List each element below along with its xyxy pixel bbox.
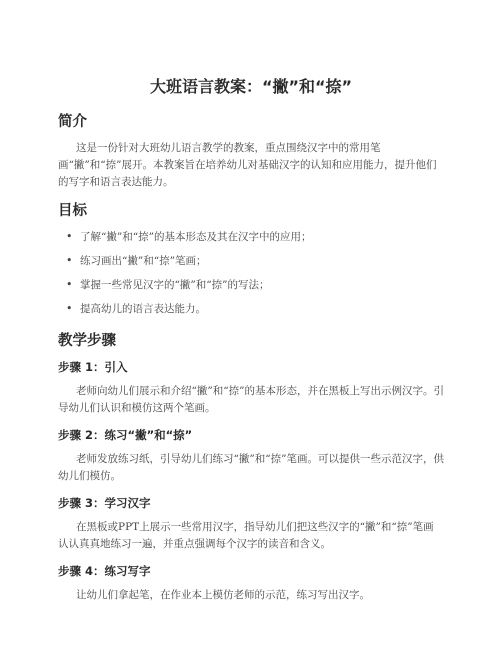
- bullet-icon: •: [66, 254, 73, 267]
- goal-item-text: 了解“撇”和“捺”的基本形态及其在汉字中的应用；: [80, 231, 312, 243]
- document-title: 大班语言教案：“撇”和“捺”: [149, 77, 353, 96]
- goal-item: [66, 229, 444, 245]
- goals-heading: 目标: [58, 203, 87, 219]
- goal-item: [66, 301, 444, 317]
- step-2-text: 老师发放练习纸，引导幼儿们练习“撇”和“捺”笔画。可以提供一些示范汉字，供幼儿们模仿。: [58, 453, 444, 482]
- step-3-text: 在黑板或PPT上展示一些常用汉字，指导幼儿们把这些汉字的“撇”和“捺”笔画认认真真地练习一遍，并重点强调每个汉字的读音和含义。: [58, 521, 434, 550]
- goal-item-text: 掌握一些常见汉字的“撇”和“捺”的写法；: [80, 279, 270, 291]
- intro-heading: 简介: [58, 114, 87, 130]
- step-4-text: 让幼儿们拿起笔，在作业本上模仿老师的示范，练习写出汉字。: [76, 589, 370, 601]
- step-2-title: 步骤 2：练习“撇”和“捺”: [58, 428, 193, 442]
- goals-list: [58, 229, 444, 317]
- step-1-text: 老师向幼儿们展示和介绍“撇”和“捺”的基本形态，并在黑板上写出示例汉字。引导幼儿们认识和模仿这两个笔画。: [58, 385, 444, 414]
- steps-heading: 教学步骤: [58, 333, 116, 349]
- intro-paragraph: 这是一份针对大班幼儿语言教学的教案，重点围绕汉字中的常用笔画“撇”和“捺”展开。本教案旨在培养幼儿对基础汉字的认知和应用能力，提升他们的写字和语言表达能力。: [58, 142, 437, 188]
- bullet-icon: •: [66, 230, 73, 243]
- bullet-icon: •: [66, 278, 73, 291]
- goal-item-text: 提高幼儿的语言表达能力。: [80, 303, 206, 315]
- step-4-title: 步骤 4：练习写字: [58, 564, 151, 578]
- goal-item: [66, 277, 444, 293]
- step-3-title: 步骤 3：学习汉字: [58, 496, 151, 510]
- bullet-icon: •: [66, 302, 73, 315]
- goal-item: [66, 253, 444, 269]
- step-1-title: 步骤 1：引入: [58, 360, 128, 374]
- goal-item-text: 练习画出“撇”和“捺”笔画；: [80, 255, 207, 267]
